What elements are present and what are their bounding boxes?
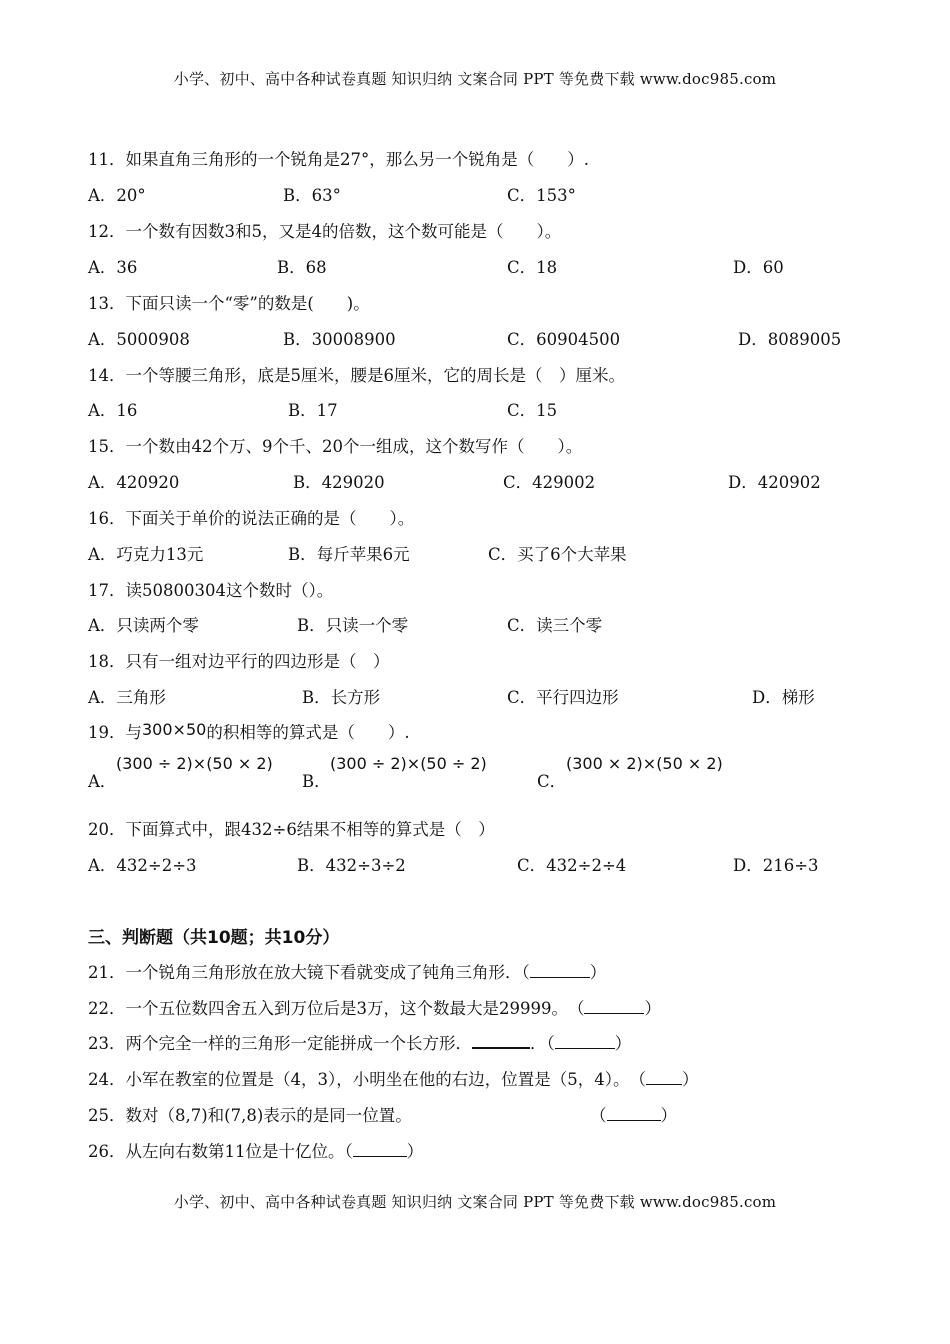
q18-option-c[interactable]: C．平行四边形 (507, 688, 619, 707)
q20-option-a[interactable]: A．432÷2÷3 (88, 856, 197, 875)
q20-option-c[interactable]: C．432÷2÷4 (517, 856, 627, 875)
q14-option-b[interactable]: B．17 (288, 401, 338, 420)
q23-underline-blank[interactable] (472, 1033, 530, 1049)
q25-text: 25．数对（8,7)和(7,8)表示的是同一位置。 (88, 1106, 412, 1125)
q19-option-c-expression[interactable]: (300 × 2)×(50 × 2) (566, 754, 723, 773)
question-19-stem (88, 719, 410, 743)
q16-option-c[interactable]: C．买了6个大苹果 (488, 545, 627, 564)
q19-suffix: 的积相等的算式是（ ）. (206, 723, 410, 742)
q26-answer-blank[interactable] (353, 1142, 407, 1157)
q25-open: （ (590, 1106, 607, 1125)
q25-answer-blank[interactable] (607, 1106, 661, 1121)
q22-text: 22．一个五位数四舍五入到万位后是3万，这个数最大是29999。 （ (88, 999, 585, 1018)
q12-option-b[interactable]: B．68 (277, 258, 327, 277)
q13-option-b[interactable]: B．30008900 (283, 330, 396, 349)
q11-option-c[interactable]: C．153° (507, 186, 576, 205)
page-footer: 小学、初中、高中各种试卷真题 知识归纳 文案合同 PPT 等免费下载 www.doc985.com (173, 1193, 777, 1211)
q19-option-b-letter[interactable]: B． (302, 772, 331, 791)
q18-option-b[interactable]: B．长方形 (302, 688, 381, 707)
q19-option-b-expression[interactable]: (300 ÷ 2)×(50 ÷ 2) (330, 754, 487, 773)
question-15-stem: 15．一个数由42个万、9个千、20个一组成，这个数写作（ ）。 (88, 437, 583, 456)
judge-q23 (88, 1030, 631, 1054)
judge-q26 (88, 1138, 423, 1162)
q21-text: 21．一个锐角三角形放在放大镜下看就变成了钝角三角形．（ (88, 963, 530, 982)
q13-option-a[interactable]: A．5000908 (88, 330, 190, 349)
page-header: 小学、初中、高中各种试卷真题 知识归纳 文案合同 PPT 等免费下载 www.doc985.com (173, 70, 777, 88)
q25-close: ） (660, 1106, 677, 1125)
q17-option-c[interactable]: C．读三个零 (507, 616, 603, 635)
q18-option-d[interactable]: D．梯形 (752, 688, 815, 707)
q23-close: ） (614, 1034, 632, 1053)
q13-option-d[interactable]: D．8089005 (738, 330, 842, 349)
q16-option-a[interactable]: A．巧克力13元 (88, 545, 204, 564)
q25-answer (590, 1102, 677, 1126)
q17-option-b[interactable]: B．只读一个零 (297, 616, 409, 635)
judge-q22 (88, 995, 661, 1019)
q12-option-a[interactable]: A．36 (88, 258, 138, 277)
q21-answer-blank[interactable] (530, 963, 590, 978)
q22-close: ） (644, 999, 661, 1018)
q23-text: 23．两个完全一样的三角形一定能拼成一个长方形． (88, 1034, 472, 1053)
question-17-stem: 17．读50800304这个数时（）。 (88, 581, 334, 600)
q19-option-a-letter[interactable]: A． (88, 772, 117, 791)
q20-option-b[interactable]: B．432÷3÷2 (297, 856, 406, 875)
q13-option-c[interactable]: C．60904500 (507, 330, 621, 349)
q14-option-a[interactable]: A．16 (88, 401, 138, 420)
question-11-stem: 11．如果直角三角形的一个锐角是27°，那么另一个锐角是（ ）. (88, 150, 589, 169)
q20-option-d[interactable]: D．216÷3 (733, 856, 819, 875)
question-12-stem: 12．一个数有因数3和5，又是4的倍数，这个数可能是（ ）。 (88, 222, 562, 241)
q12-option-c[interactable]: C．18 (507, 258, 558, 277)
judge-q25 (88, 1102, 412, 1126)
q14-option-c[interactable]: C．15 (507, 401, 558, 420)
q12-option-d[interactable]: D．60 (733, 258, 784, 277)
section-3-title: 三、判断题（共10题；共10分） (88, 928, 340, 948)
question-14-stem: 14．一个等腰三角形，底是5厘米，腰是6厘米，它的周长是（ ）厘米。 (88, 366, 625, 385)
q19-expression: 300×50 (142, 720, 207, 739)
q15-option-a[interactable]: A．420920 (88, 473, 180, 492)
q19-option-c-letter[interactable]: C． (537, 772, 567, 791)
q16-option-b[interactable]: B．每斤苹果6元 (288, 545, 410, 564)
q21-close: ） (589, 963, 607, 982)
question-20-stem: 20．下面算式中，跟432÷6结果不相等的算式是（ ） (88, 820, 495, 839)
question-16-stem: 16．下面关于单价的说法正确的是（ ）。 (88, 509, 415, 528)
q22-answer-blank[interactable] (584, 999, 644, 1014)
q11-option-a[interactable]: A．20° (88, 186, 146, 205)
q23-open: ．（ (530, 1034, 555, 1053)
question-13-stem: 13．下面只读一个“零”的数是( )。 (88, 294, 370, 313)
q17-option-a[interactable]: A．只读两个零 (88, 616, 199, 635)
q11-option-b[interactable]: B．63° (283, 186, 341, 205)
q15-option-d[interactable]: D．420902 (728, 473, 821, 492)
judge-q21 (88, 959, 606, 983)
q19-option-a-expression[interactable]: (300 ÷ 2)×(50 × 2) (116, 754, 273, 773)
judge-q24 (88, 1066, 699, 1090)
q15-option-b[interactable]: B．429020 (293, 473, 385, 492)
question-18-stem: 18．只有一组对边平行的四边形是（ ） (88, 652, 390, 671)
q18-option-a[interactable]: A．三角形 (88, 688, 166, 707)
q15-option-c[interactable]: C．429002 (503, 473, 596, 492)
q23-answer-blank[interactable] (555, 1034, 615, 1049)
q19-prefix: 19．与 (88, 723, 142, 742)
q26-text: 26．从左向右数第11位是十亿位。（ (88, 1142, 353, 1161)
q24-answer-blank[interactable] (646, 1070, 682, 1085)
q24-close: ） (682, 1070, 699, 1089)
q26-close: ） (406, 1142, 424, 1161)
q24-text: 24．小军在教室的位置是（4，3），小明坐在他的右边，位置是（5，4）。 （ (88, 1070, 646, 1089)
